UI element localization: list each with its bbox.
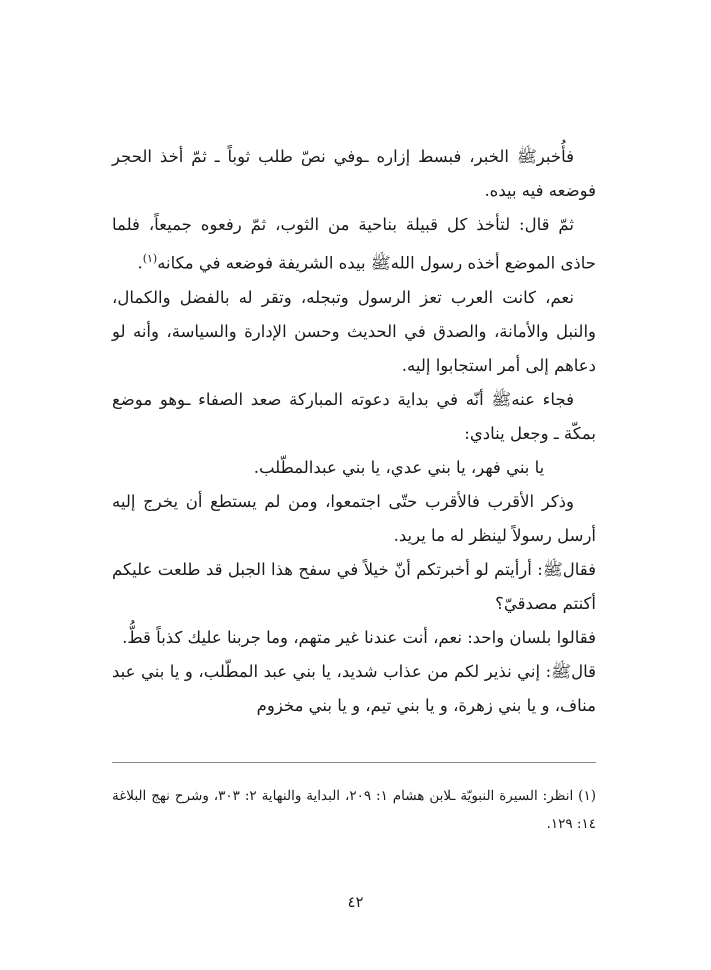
dialogue-1: فقالﷺ: أرأيتم لو أخبرتكم أنّ خيلاً في سفح هذا الجبل قد طلعت عليكم أكنتم مصدقيّ؟ [112,559,596,613]
paragraph-2-end: . [137,253,143,273]
dialogue-3: قالﷺ: إني نذير لكم من عذاب شديد، يا بني عبد المطّلب، و يا بني عبد مناف، و يا بني زهرة، و يا بني تيم، و يا بني مخزوم [112,661,596,715]
main-text [112,140,596,723]
footnote-1: (١) انظر: السيرة النبويّة ـلابن هشام ١: ٢٠٩، البداية والنهاية ٢: ٣٠٣، وشرح نهج البلاغة ١٤: ١٢٩. [112,788,596,832]
paragraph-4: فجاء عنهﷺ أنّه في بداية دعوته المباركة صعد الصفاء ـوهو موضع بمكّة ـ وجعل ينادي: [112,389,596,443]
call-quote: يا بني فهر، يا بني عدي، يا بني عبدالمطّلب. [253,457,545,477]
paragraph-1: فأُخبرﷺ الخبر، فبسط إزاره ـوفي نصّ طلب ثوباً ـ ثمّ أخذ الحجر فوضعه فيه بيده. [112,147,596,200]
paragraph-3: نعم، كانت العرب تعز الرسول وتبجله، وتقر له بالفضل والكمال، والنبل والأمانة، والصدق في الحديث وحسن الإدارة والسياسة، وأنه لو دعاهم إلى أمر استجابوا إليه. [112,287,596,375]
footnote-divider [112,762,596,763]
paragraph-2 [112,208,596,281]
footnotes [112,782,596,838]
footnote-ref[interactable]: (١) [142,252,158,265]
paragraph-2-text: ثمّ قال: لتأخذ كل قبيلة بناحية من الثوب، ثمّ رفعوه جميعاً، فلما حاذى الموضع أخذه رسول اللهﷺ بيده الشريفة فوضعه في مكانه [112,215,596,273]
dialogue-2: فقالوا بلسان واحد: نعم، أنت عندنا غير متهم، وما جربنا عليك كذباً قطُّ. [122,627,596,647]
paragraph-6: وذكر الأقرب فالأقرب حتّى اجتمعوا، ومن لم يستطع أن يخرج إليه أرسل رسولاً لينظر له ما يريد. [112,491,596,545]
page-number: ٤٢ [347,893,364,911]
